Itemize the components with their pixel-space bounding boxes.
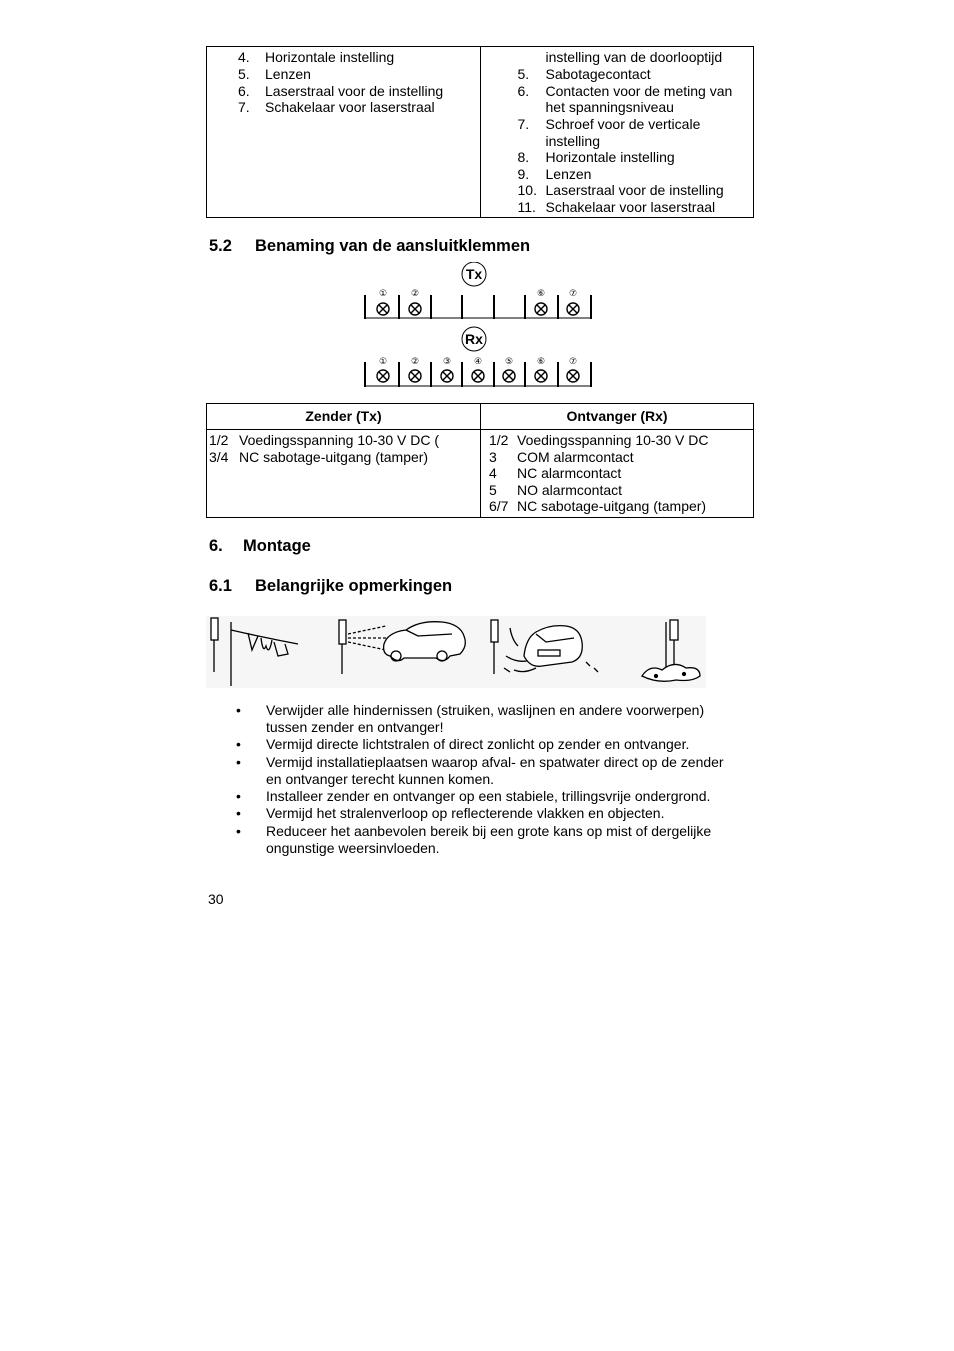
terminal-screw	[409, 303, 421, 315]
terminal-number: ⑥	[536, 289, 546, 299]
terminal-screw	[535, 303, 547, 315]
page-number: 30	[208, 891, 224, 907]
document-page: 4. Horizontale instelling 5. Lenzen 6. Laserstraal voor de instelling 7. Schakelaar voor laserstraal instelling van de doorlooptijd 5. Sabotagecontact 6. Contacten voor de meting van het spanningsniveau 7. Schroef voor de verticale instelling 8. Horizontale instelling 9. Lenzen 10. Laserstraal voor de instelling 11. Schakelaar voor laserstraal 5.2 Benaming van de aansluitklemmen Tx ① ② ⑥ ⑦ Rx ① ② ③ ④ ⑤ ⑥ ⑦ Zender (Tx) Ontvanger (Rx) 1/2 Voedingsspanning 10-30 V DC ( 3/4 NC sabotage-uitgang (tamper) 1/2 Voedingsspanning 10-30 V DC 3 COM alarmcontact 4 NC alarmcontact 5 NO alarmcontact 6/7 NC sabotage-uitgang (tamper) 6. Montage 6.1 Belangrijke opmerkingen • Verwijder alle hindernissen (struiken, waslijnen en andere voorwerpen) tussen zender en ontvanger! • Vermijd directe lichtstralen of direct zonlicht op zender en ontvanger. • Vermijd installatieplaatsen waarop afval- en spatwater direct op de zender en ontvanger terecht kunnen komen. • Installeer zender en ontvanger op een stabiele, trillingsvrije ondergrond. • Vermijd het stralenverloop op reflecterende vlakken en objecten. • Reduceer het aanbevolen bereik bij een grote kans op mist of dergelijke ongunstige weersinvloeden. 30	[0, 0, 954, 1351]
terminal-number: ⑦	[568, 357, 578, 367]
terminal-diagram	[362, 262, 594, 390]
installation-illustrations	[206, 616, 706, 688]
terminal-screw	[472, 370, 484, 382]
terminal-number: ①	[378, 357, 388, 367]
terminal-screw	[503, 370, 515, 382]
list-item-continuation: instelling	[545, 133, 600, 149]
illustration-strip	[206, 616, 706, 688]
terminal-number: ②	[410, 289, 420, 299]
section-heading: 6.1 Belangrijke opmerkingen	[209, 577, 453, 595]
rx-terminal-strip	[365, 357, 591, 387]
section-heading: 6. Montage	[209, 537, 311, 555]
terminal-table: Zender (Tx) Ontvanger (Rx) 1/2 Voedingsspanning 10-30 V DC ( 3/4 NC sabotage-uitgang (tamper) 1/2 Voedingsspanning 10-30 V DC 3 COM alarmcontact 4 NC alarmcontact 5 NO alarmcontact 6/7 NC sabotage-uitgang (tamper)	[206, 403, 754, 518]
terminal-number: ⑦	[568, 289, 578, 299]
terminal-screw	[441, 370, 453, 382]
section-heading: 5.2 Benaming van de aansluitklemmen	[209, 237, 531, 255]
terminal-diagram-svg	[362, 262, 594, 390]
terminal-screw	[567, 370, 579, 382]
tx-label: Tx	[465, 266, 483, 282]
parts-table-left-column: 4. Horizontale instelling 5. Lenzen 6. Laserstraal voor de instelling 7. Schakelaar voor laserstraal	[207, 47, 481, 217]
parts-table	[206, 46, 754, 218]
rx-label: Rx	[465, 331, 483, 347]
list-item-continuation: instelling van de doorlooptijd	[545, 49, 723, 65]
header-cell-ontvanger: Ontvanger (Rx)	[566, 408, 668, 424]
terminal-number: ⑥	[536, 357, 546, 367]
column-divider	[480, 404, 481, 517]
terminal-number: ⑤	[504, 357, 514, 367]
list-item-continuation: het spanningsniveau	[545, 99, 674, 115]
terminal-number: ①	[378, 289, 388, 299]
terminal-number: ④	[473, 357, 483, 367]
terminal-number: ②	[410, 357, 420, 367]
terminal-number: ③	[442, 357, 452, 367]
tx-terminal-strip	[365, 289, 591, 319]
terminal-screw	[535, 370, 547, 382]
parts-table-right-column: instelling van de doorlooptijd 5. Sabotagecontact 6. Contacten voor de meting van het spanningsniveau 7. Schroef voor de verticale instelling 8. Horizontale instelling 9. Lenzen 10. Laserstraal voor de instelling 11. Schakelaar voor laserstraal	[517, 49, 733, 215]
terminal-screw	[377, 370, 389, 382]
terminal-screw	[409, 370, 421, 382]
terminal-screw	[567, 303, 579, 315]
terminal-screw	[377, 303, 389, 315]
header-cell-zender: Zender (Tx)	[305, 408, 382, 424]
